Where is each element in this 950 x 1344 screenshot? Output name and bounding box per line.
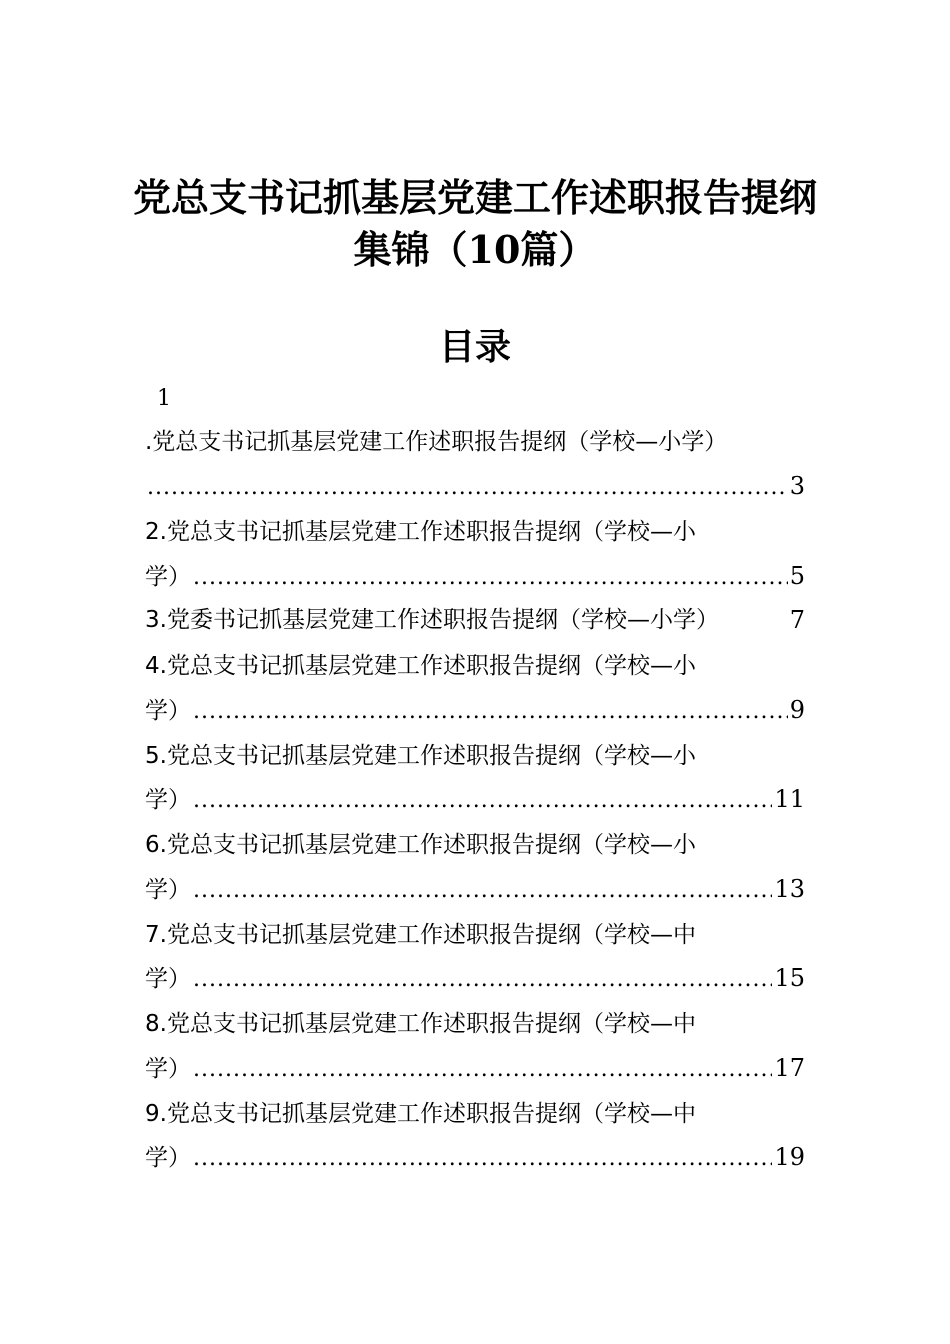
toc-page-number: 15 [774, 964, 805, 992]
toc-page-number: 13 [774, 875, 805, 903]
dot-leader [193, 695, 788, 729]
toc-entry-9-leader[interactable] [145, 1140, 805, 1174]
toc-entry-text: .党总支书记抓基层党建工作述职报告提纲（学校—小学） [145, 429, 728, 455]
toc-entry-1[interactable] [145, 424, 805, 458]
toc-page-number: 19 [774, 1143, 805, 1171]
toc-entry-text: 2.党总支书记抓基层党建工作述职报告提纲（学校—小 [145, 519, 696, 545]
toc-page-number: 7 [789, 606, 805, 634]
toc-entry-text: 7.党总支书记抓基层党建工作述职报告提纲（学校—中 [145, 922, 696, 948]
toc-entry-2-leader[interactable] [145, 559, 805, 593]
toc-page-number: 3 [789, 472, 805, 500]
toc-entry-5[interactable] [145, 738, 805, 772]
toc-entry-7[interactable] [145, 917, 805, 951]
dot-leader [193, 1053, 772, 1087]
dot-leader [193, 874, 772, 908]
dot-leader [193, 561, 788, 595]
toc-heading: 目录 [438, 326, 511, 368]
toc-page-number: 11 [774, 785, 805, 813]
toc-entry-text-continued: 学） [145, 1145, 191, 1171]
toc-entry-5-leader[interactable] [145, 782, 805, 816]
toc-page-number: 17 [774, 1054, 805, 1082]
toc-entry-text-continued: 学） [145, 787, 191, 813]
toc-entry-text-continued: 学） [145, 698, 191, 724]
dot-leader [193, 784, 772, 818]
dot-leader [193, 1142, 772, 1176]
document-title: 党总支书记抓基层党建工作述职报告提纲 [132, 175, 817, 220]
toc-entry-text: 5.党总支书记抓基层党建工作述职报告提纲（学校—小 [145, 743, 696, 769]
toc-page-number: 9 [789, 696, 805, 724]
toc-entry-8-leader[interactable] [145, 1051, 805, 1085]
toc-page-number: 5 [789, 562, 805, 590]
toc-entry-1-number-line [145, 380, 805, 414]
toc-entry-text-continued: 学） [145, 877, 191, 903]
toc-entry-4-leader[interactable] [145, 693, 805, 727]
toc-entry-7-leader[interactable] [145, 961, 805, 995]
toc-entry-text: 9.党总支书记抓基层党建工作述职报告提纲（学校—中 [145, 1101, 696, 1127]
toc-entry-text: 3.党委书记抓基层党建工作述职报告提纲（学校—小学） [145, 607, 719, 633]
toc-entry-text-continued: 学） [145, 966, 191, 992]
dot-leader [147, 471, 788, 505]
toc-entry-text: 8.党总支书记抓基层党建工作述职报告提纲（学校—中 [145, 1011, 696, 1037]
toc-entry-4[interactable] [145, 648, 805, 682]
toc-entry-9[interactable] [145, 1096, 805, 1130]
toc-entry-text-continued: 学） [145, 564, 191, 590]
toc-entry-2[interactable] [145, 514, 805, 548]
toc-entry-1-leader[interactable] [145, 469, 805, 503]
toc-entry-number: 1 [157, 386, 171, 411]
toc-entry-3[interactable] [145, 603, 805, 637]
toc-entry-8[interactable] [145, 1006, 805, 1040]
toc-entry-text-continued: 学） [145, 1056, 191, 1082]
document-title-continued: 集锦（10篇） [353, 227, 597, 272]
toc-entry-6[interactable] [145, 827, 805, 861]
toc-entry-6-leader[interactable] [145, 872, 805, 906]
dot-leader [193, 963, 772, 997]
toc-entry-text: 6.党总支书记抓基层党建工作述职报告提纲（学校—小 [145, 832, 696, 858]
toc-entry-text: 4.党总支书记抓基层党建工作述职报告提纲（学校—小 [145, 653, 696, 679]
